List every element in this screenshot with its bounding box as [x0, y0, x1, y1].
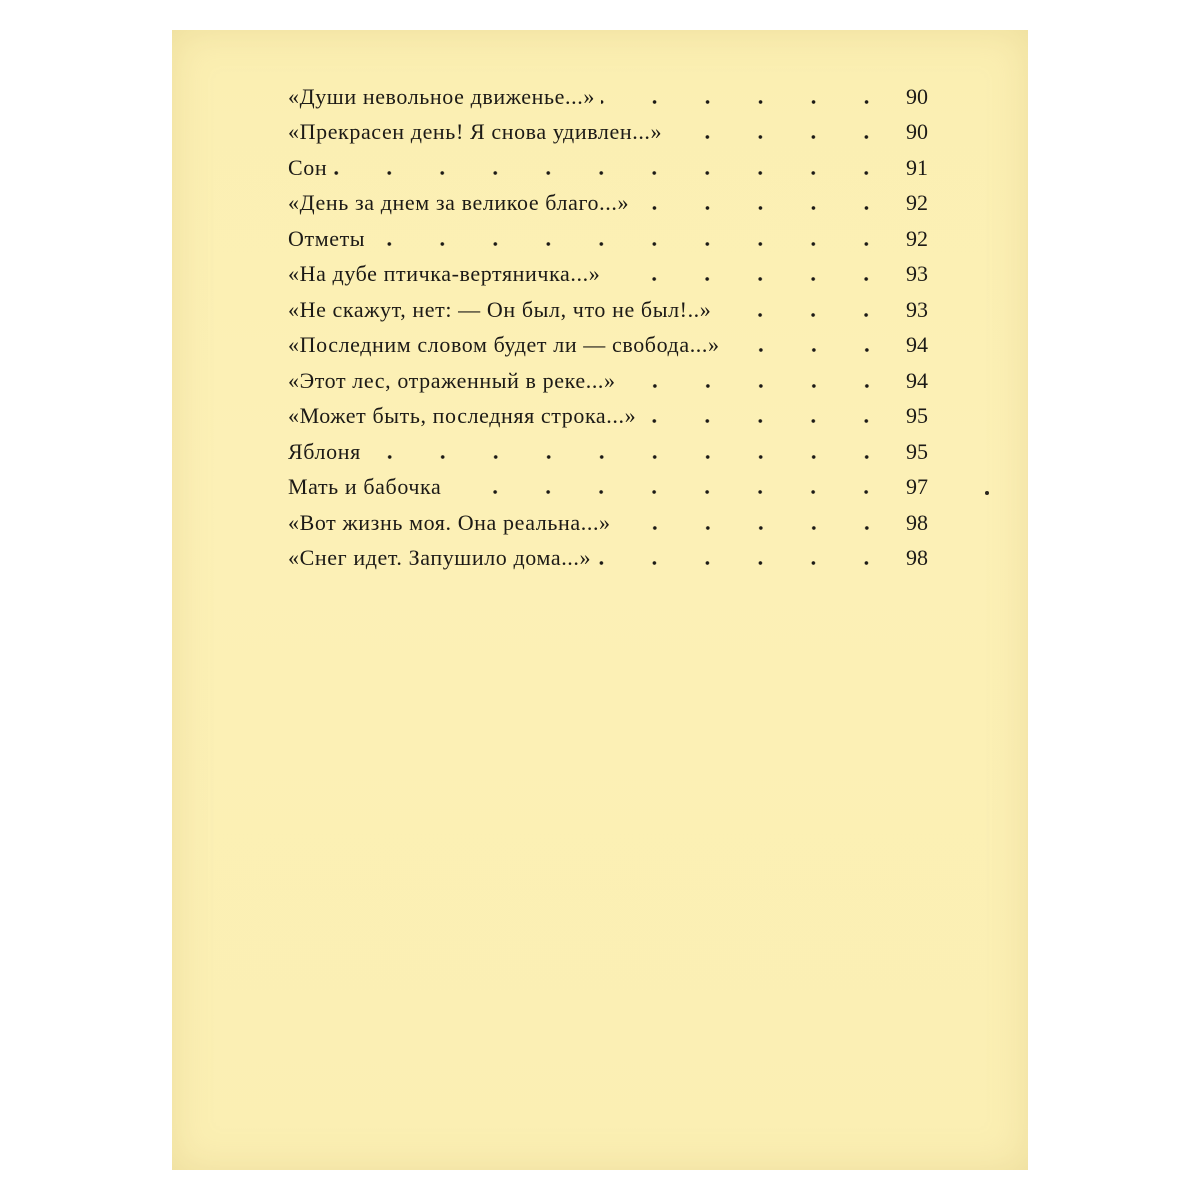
toc-leader-dots: [367, 454, 888, 460]
toc-entry-title: «День за днем за великое благо...»: [288, 190, 630, 216]
toc-leader-dots: [622, 383, 888, 389]
toc-leader-dots: [447, 489, 888, 495]
toc-entry: [288, 363, 928, 399]
toc-leader-dots: [642, 418, 888, 424]
toc-entry-page: 98: [906, 509, 928, 535]
toc-entry-page: 92: [906, 225, 928, 251]
toc-entry: [288, 115, 928, 151]
toc-leader-dots: [333, 170, 888, 176]
toc-entry: [288, 186, 928, 222]
toc-entry-title: «Души невольное движенье...»: [288, 83, 595, 109]
toc-entry-title: Отметы: [288, 225, 366, 251]
toc-entry: [288, 79, 928, 115]
toc-entry-page: 93: [906, 296, 928, 322]
toc-leader-dots: [606, 276, 888, 282]
toc-leader-dots: [597, 560, 888, 566]
toc-leader-dots: [601, 99, 888, 105]
toc-entry-page: 93: [906, 261, 928, 287]
toc-entry: [288, 221, 928, 257]
toc-entry-page: 97: [906, 474, 928, 500]
toc-entry-page: 94: [906, 367, 928, 393]
toc-entry-title: «Этот лес, отраженный в реке...»: [288, 367, 616, 393]
toc-entry: [288, 292, 928, 328]
toc-entry-title: «Может быть, последняя строка...»: [288, 403, 637, 429]
ink-speck: [985, 491, 989, 495]
toc-entry-page: 98: [906, 545, 928, 571]
toc-entry: [288, 434, 928, 470]
toc-entry-page: 95: [906, 403, 928, 429]
toc-entry: [288, 399, 928, 435]
toc-entry-title: «На дубе птичка-вертяничка...»: [288, 261, 601, 287]
toc-leader-dots: [717, 312, 888, 318]
toc-leader-dots: [617, 525, 888, 531]
toc-entry-page: 95: [906, 438, 928, 464]
toc-entry-page: 90: [906, 83, 928, 109]
toc-entry: [288, 470, 928, 506]
toc-entry-title: «Последним словом будет ли — свобода...»: [288, 332, 720, 358]
toc-entry-title: Яблоня: [288, 438, 361, 464]
toc-entry-page: 94: [906, 332, 928, 358]
toc-entry: [288, 541, 928, 577]
toc-entry-title: «Не скажут, нет: — Он был, что не был!..»: [288, 296, 712, 322]
book-page: [172, 30, 1028, 1170]
toc-entry: [288, 328, 928, 364]
toc-entry-page: 91: [906, 154, 928, 180]
toc-entry-page: 92: [906, 190, 928, 216]
toc-entry: [288, 257, 928, 293]
toc-entry: [288, 150, 928, 186]
toc-entry-title: «Снег идет. Запушило дома...»: [288, 545, 592, 571]
toc-leader-dots: [371, 241, 888, 247]
toc-leader-dots: [726, 347, 888, 353]
table-of-contents: [288, 79, 928, 576]
toc-leader-dots: [668, 134, 888, 140]
toc-entry-title: «Прекрасен день! Я снова удивлен...»: [288, 119, 663, 145]
toc-entry-page: 90: [906, 119, 928, 145]
toc-entry-title: Сон: [288, 154, 328, 180]
toc-entry: [288, 505, 928, 541]
toc-entry-title: Мать и бабочка: [288, 474, 442, 500]
toc-entry-title: «Вот жизнь моя. Она реальна...»: [288, 509, 611, 535]
toc-leader-dots: [635, 205, 888, 211]
